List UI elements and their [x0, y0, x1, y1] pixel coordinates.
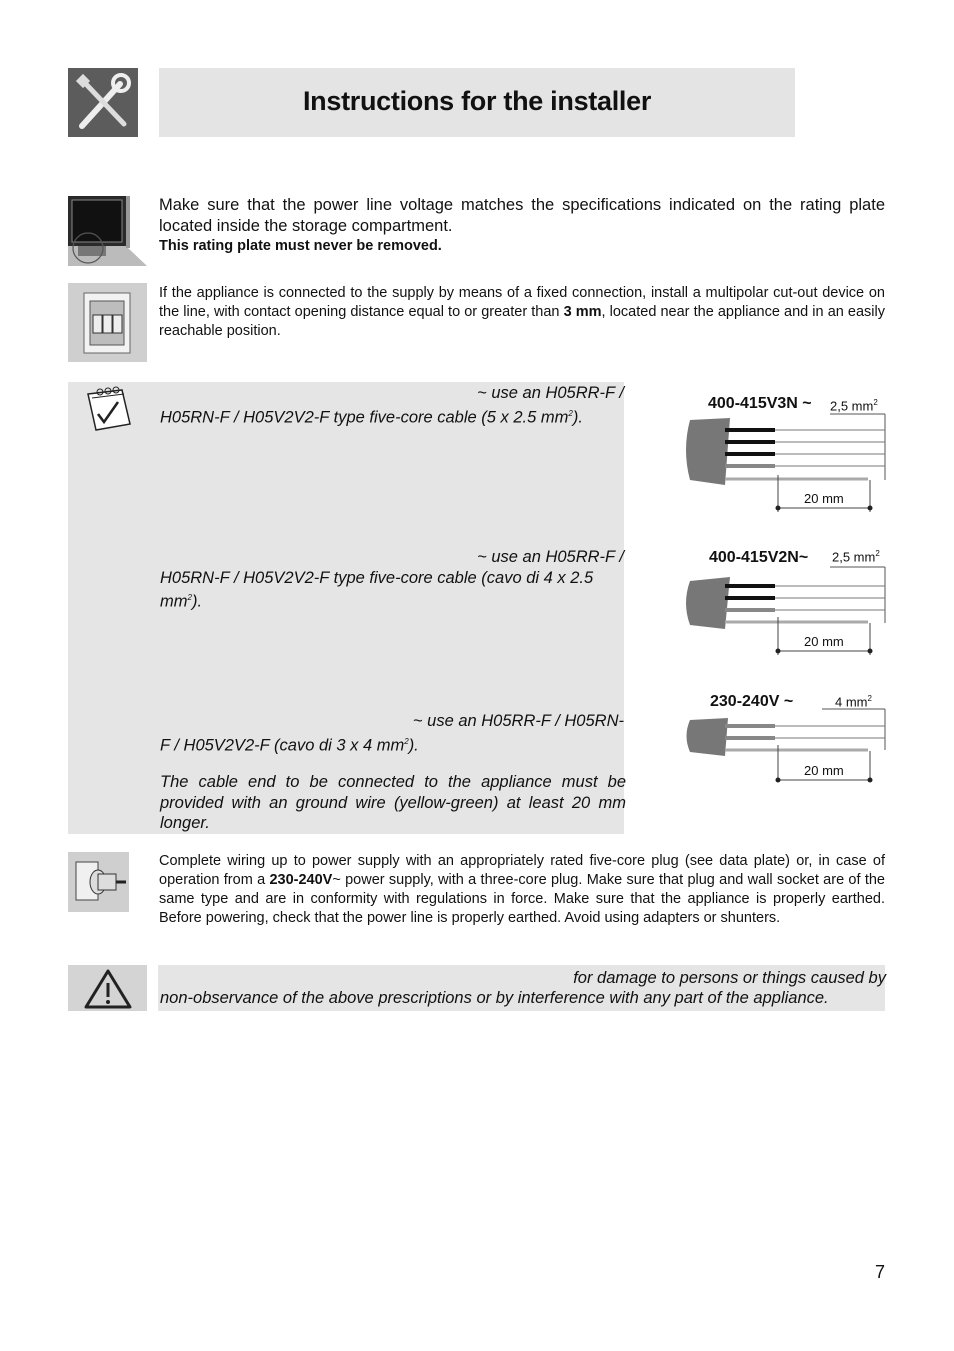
- switch-icon: [68, 283, 147, 362]
- cable-diagram-3n: [680, 390, 890, 515]
- block1-line2: [160, 404, 624, 428]
- block3-line1: ~ use an H05RR-F / H05RN-: [412, 712, 624, 730]
- warning-line1: for damage to persons or things caused by: [573, 969, 886, 987]
- section-value: 4 mm: [835, 694, 868, 710]
- plug-paragraph: [159, 852, 885, 928]
- plug-voltage: 230-240V: [269, 872, 333, 888]
- tools-icon: [68, 68, 138, 137]
- block1-end: ).: [572, 408, 583, 426]
- notepad-icon: [78, 384, 136, 436]
- cable-block-single: [160, 711, 624, 756]
- ground-wire-note: The cable end to be connected to the appliance must be provided with an ground wire (yellow-green) at least 20 mm longer.: [160, 773, 626, 832]
- block1-line1: ~ use an H05RR-F /: [477, 384, 624, 402]
- section-sup: 2: [875, 549, 880, 558]
- page-number: 7: [875, 1262, 886, 1282]
- plug-text-end: ~ power supply, with a three-core plug. Make sure that plug and wall socket are of the same type and are in conformity with regulations in force. Make sure that the appliance is properly earthed. Before powering, check that the power line is properly earthed. Avoid using adapters or shunters.: [159, 872, 885, 926]
- warning-text: [160, 968, 886, 1008]
- cutout-text-end: , located near the appliance and in an easily reachable position.: [159, 304, 885, 339]
- cable-diagram-2n: [680, 545, 890, 657]
- block3-line2: [160, 732, 624, 756]
- block1-text: H05RN-F / H05V2V2-F type five-core cable (5 x 2.5 mm: [160, 408, 569, 426]
- block2-unit: mm: [160, 592, 188, 611]
- cable-block-3n: [160, 383, 624, 428]
- diagram-voltage: 400-415V2N~: [709, 549, 809, 566]
- diagram-voltage: 400-415V3N ~: [708, 395, 812, 412]
- section-value: 2,5 mm: [830, 398, 874, 414]
- plug-socket-icon: [68, 852, 129, 912]
- diagram-length: 20 mm: [804, 763, 844, 778]
- plug-text: Complete wiring up to power supply with an appropriately rated five-core plug (see data plate) or, in case of operation from a: [159, 853, 885, 888]
- diagram-voltage: 230-240V ~: [710, 693, 794, 710]
- page-title: Instructions for the installer: [302, 86, 652, 116]
- cutout-paragraph: [159, 284, 885, 341]
- section-value: 2,5 mm: [832, 549, 876, 565]
- section-sup: 2: [867, 694, 872, 703]
- section-sup: 2: [873, 398, 878, 407]
- oven-compartment-icon: [68, 196, 147, 266]
- block2-sup: 2: [187, 593, 192, 602]
- diagram-length: 20 mm: [804, 491, 844, 506]
- cable-block-2n: [160, 547, 624, 612]
- block3-text: F / H05V2V2-F (cavo di 3 x 4 mm: [160, 736, 405, 754]
- cable-diagram-single: [680, 690, 890, 790]
- cutout-distance: 3 mm: [563, 304, 602, 320]
- header-bar: [159, 68, 795, 137]
- block3-sup: 2: [404, 736, 409, 746]
- block3-end: ).: [408, 736, 419, 754]
- voltage-paragraph: Make sure that the power line voltage matches the specifications indicated on the rating plate located inside the storage compartment.: [159, 196, 885, 235]
- warning-icon: [68, 965, 147, 1011]
- block2-line1: ~ use an H05RR-F /: [477, 548, 624, 566]
- rating-plate-note: This rating plate must never be removed.: [159, 238, 442, 254]
- block2-end: ).: [191, 592, 203, 611]
- warning-line2: non-observance of the above prescriptions or by interference with any part of the appliance.: [160, 989, 829, 1007]
- block2-line2: H05RN-F / H05V2V2-F type five-core cable (cavo di 4 x 2.5: [160, 568, 594, 587]
- diagram-length: 20 mm: [804, 634, 844, 649]
- block2-line3: [160, 588, 624, 612]
- block1-sup: 2: [568, 408, 573, 418]
- cutout-text: If the appliance is connected to the supply by means of a fixed connection, install a multipolar cut-out device on the line, with contact opening distance equal to or greater than: [159, 285, 885, 320]
